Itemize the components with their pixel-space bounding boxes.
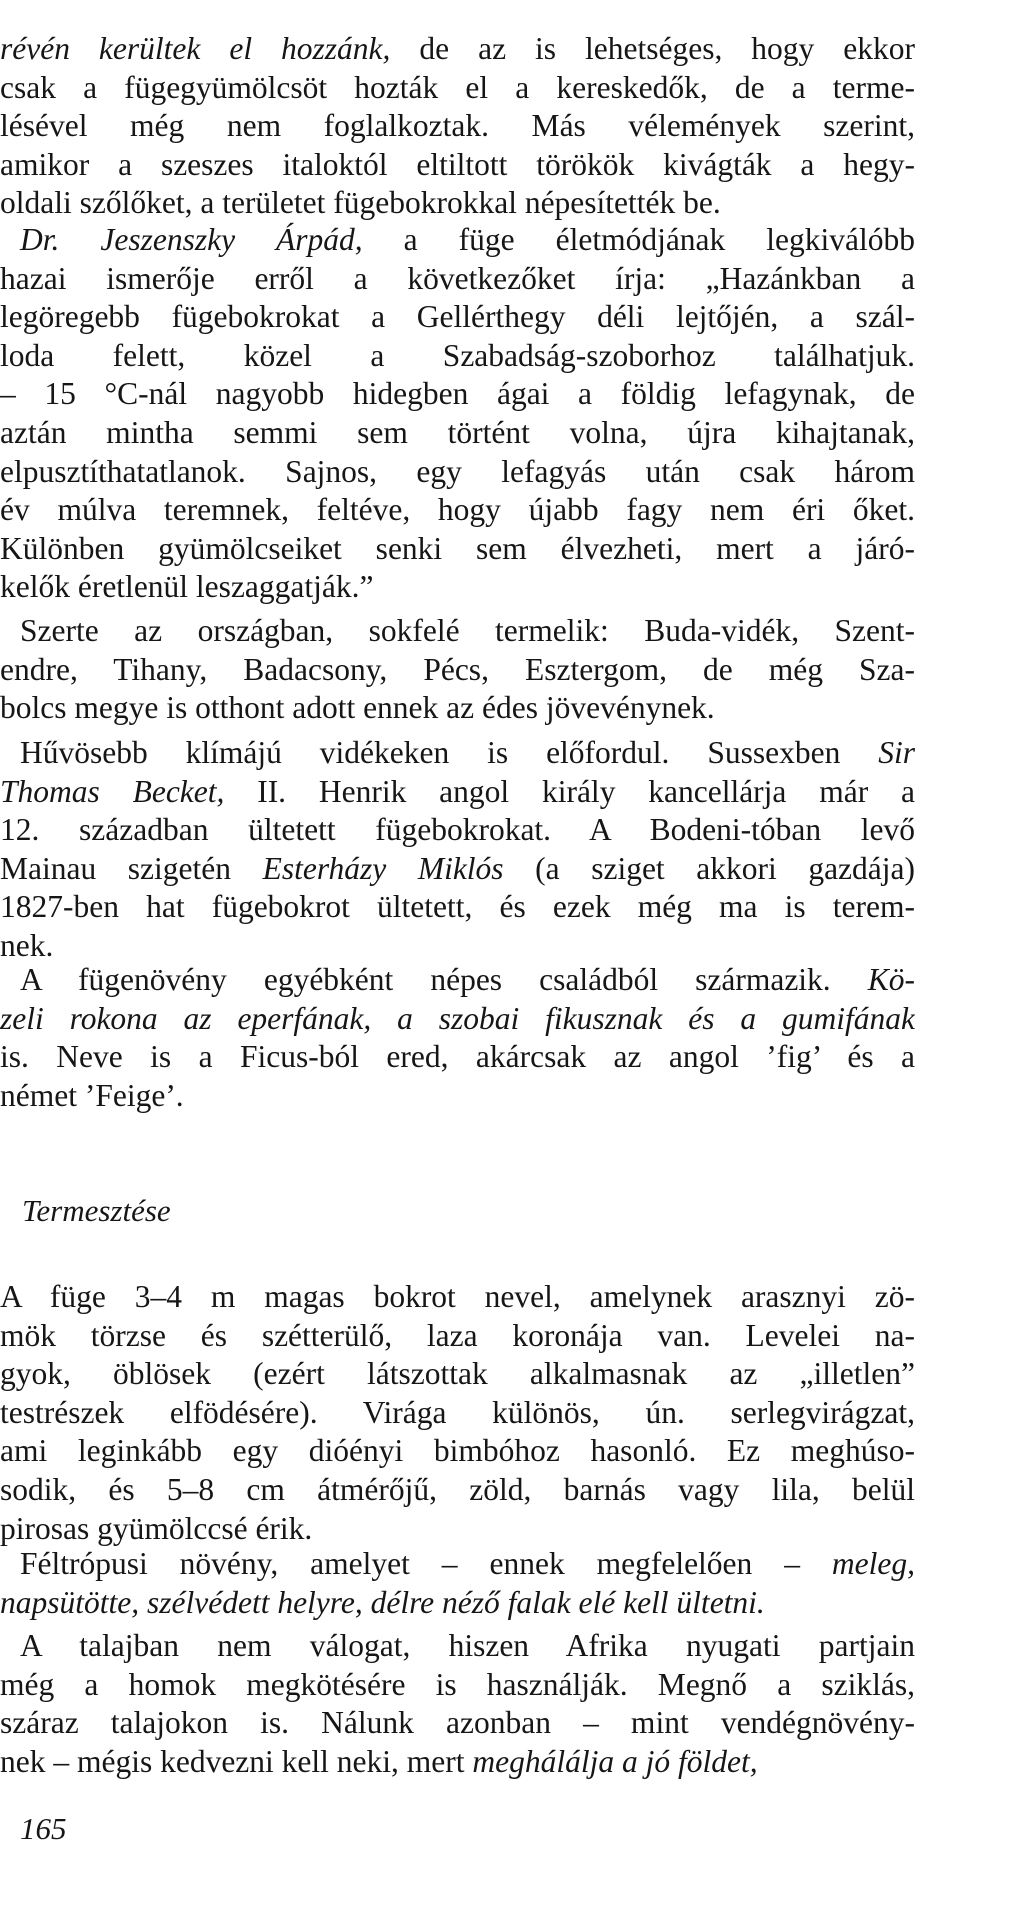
text-line: [0, 1545, 915, 1583]
text-line: [0, 1278, 915, 1316]
text-line: [0, 1627, 915, 1665]
text-span: mök törzse és szétterülő, laza koronája van. Levelei na-: [0, 1317, 915, 1353]
italic-span: napsütötte, szélvédett helyre, délre néző falak elé kell ültetni.: [0, 1584, 765, 1620]
text-span: kelők éretlenül leszaggatják.”: [0, 569, 374, 605]
text-span: sodik, és 5–8 cm átmérőjű, zöld, barnás vagy lila, belül: [0, 1472, 915, 1507]
section-heading: Termesztése: [22, 1193, 171, 1228]
text-span: gyok, öblösek (ezért látszottak alkalmasnak az „illetlen”: [0, 1356, 915, 1392]
text-line: [0, 689, 915, 727]
text-line: [0, 927, 915, 965]
text-line: [0, 850, 915, 888]
italic-span: révén kerültek el hozzánk,: [0, 31, 391, 66]
text-line: [0, 337, 915, 375]
text-line: [0, 107, 915, 145]
text-span: hazai ismerője erről a következőket írja: „Hazánkban a: [0, 260, 915, 296]
text-line: [0, 1077, 915, 1115]
italic-span: Esterházy Miklós: [262, 850, 504, 886]
text-line: [0, 30, 915, 68]
text-span: bolcs megye is otthont adott ennek az édes jövevénynek.: [0, 690, 715, 726]
text-line: [0, 453, 915, 491]
text-span: (a sziget akkori gazdája): [503, 850, 915, 886]
text-span: 1827-ben hat fügebokrot ültetett, és ezek még ma is terem-: [0, 889, 915, 925]
text-span: legöregebb fügebokrokat a Gellérthegy déli lejtőjén, a szál-: [0, 299, 915, 335]
text-line: [0, 1510, 915, 1548]
text-span: amikor a szeszes italoktól eltiltott törökök kivágták a hegy-: [0, 146, 915, 182]
text-line: [0, 612, 915, 650]
text-line: [0, 184, 915, 222]
text-span: pirosas gyümölccsé érik.: [0, 1510, 313, 1546]
text-line: [0, 1471, 915, 1509]
text-span: A füge 3–4 m magas bokrot nevel, amelynek arasznyi zö-: [0, 1279, 915, 1314]
text-line: [0, 221, 915, 259]
text-line: [0, 773, 915, 811]
text-span: A talajban nem válogat, hiszen Afrika nyugati partjain: [20, 1628, 915, 1663]
text-span: Különben gyümölcseiket senki sem élvezheti, mert a járó-: [0, 530, 915, 566]
text-line: [0, 651, 915, 689]
text-span: loda felett, közel a Szabadság-szoborhoz találhatjuk.: [0, 337, 915, 373]
text-line: [0, 1584, 915, 1622]
text-span: Mainau szigetén: [0, 850, 263, 886]
text-span: aztán mintha semmi sem történt volna, újra kihajtanak,: [0, 415, 915, 450]
text-line: [0, 260, 915, 298]
text-line: [0, 961, 915, 999]
italic-span: meleg,: [831, 1546, 915, 1581]
text-span: de az is lehetséges, hogy ekkor: [390, 31, 915, 66]
text-line: [0, 1038, 915, 1076]
text-span: Hűvösebb klímájú vidékeken is előfordul. Sussexben: [20, 735, 879, 770]
text-line: [0, 1317, 915, 1355]
italic-span: Kö-: [867, 962, 915, 997]
text-line: [0, 491, 915, 529]
text-span: német ’Feige’.: [0, 1077, 184, 1113]
text-span: oldali szőlőket, a területet fügebokrokkal népesítették be.: [0, 185, 721, 221]
text-span: száraz talajokon is. Nálunk azonban – mint vendégnövény-: [0, 1705, 915, 1741]
italic-span: Dr. Jeszenszky Árpád,: [20, 222, 363, 257]
text-span: lésével még nem foglalkoztak. Más vélemények szerint,: [0, 108, 915, 144]
text-line: [0, 1743, 915, 1781]
page-number: 165: [20, 1811, 67, 1846]
text-line: [0, 375, 915, 413]
text-span: is. Neve is a Ficus-ból ered, akárcsak az angol ’fig’ és a: [0, 1039, 915, 1075]
text-span: II. Henrik angol király kancellárja már a: [224, 773, 915, 809]
text-line: [0, 530, 915, 568]
italic-span: Thomas Becket,: [0, 773, 225, 809]
text-span: nek.: [0, 928, 54, 963]
text-span: endre, Tihany, Badacsony, Pécs, Esztergom, de még Sza-: [0, 651, 915, 687]
text-span: testrészek elfödésére). Virága különös, ún. serlegvirágzat,: [0, 1394, 915, 1430]
text-line: [0, 1355, 915, 1393]
text-span: év múlva teremnek, feltéve, hogy újabb fagy nem éri őket.: [0, 492, 915, 528]
text-line: [0, 734, 915, 772]
text-span: – 15 °C-nál nagyobb hidegben ágai a földig lefagynak, de: [0, 376, 915, 412]
text-span: 12. században ültetett fügebokrokat. A Bodeni-tóban levő: [0, 812, 915, 848]
text-span: elpusztíthatatlanok. Sajnos, egy lefagyás után csak három: [0, 453, 915, 489]
italic-span: zeli rokona az eperfának, a szobai fikusznak és a gumifának: [0, 1000, 915, 1036]
text-line: [0, 811, 915, 849]
text-line: [0, 1704, 915, 1742]
text-line: [0, 69, 915, 107]
text-line: [0, 414, 915, 452]
text-line: [0, 1394, 915, 1432]
text-span: a füge életmódjának legkiválóbb: [362, 222, 915, 257]
text-span: ami leginkább egy dióényi bimbóhoz hasonló. Ez meghúso-: [0, 1433, 915, 1469]
italic-span: Sir: [878, 735, 915, 770]
text-span: még a homok megkötésére is használják. Megnő a sziklás,: [0, 1666, 915, 1702]
text-line: [0, 1666, 915, 1704]
text-span: nek – mégis kedvezni kell neki, mert: [0, 1743, 473, 1779]
text-span: csak a fügegyümölcsöt hozták el a kereskedők, de a terme-: [0, 69, 915, 105]
italic-span: meghálálja a jó földet,: [472, 1743, 758, 1779]
text-line: [0, 1000, 915, 1038]
text-line: [0, 146, 915, 184]
text-line: [0, 298, 915, 336]
text-span: Féltrópusi növény, amelyet – ennek megfelelően –: [20, 1546, 832, 1581]
text-line: [0, 568, 915, 606]
text-span: Szerte az országban, sokfelé termelik: Buda-vidék, Szent-: [20, 613, 915, 648]
text-span: A fügenövény egyébként népes családból származik.: [20, 962, 868, 997]
text-line: [0, 888, 915, 926]
text-line: [0, 1432, 915, 1470]
